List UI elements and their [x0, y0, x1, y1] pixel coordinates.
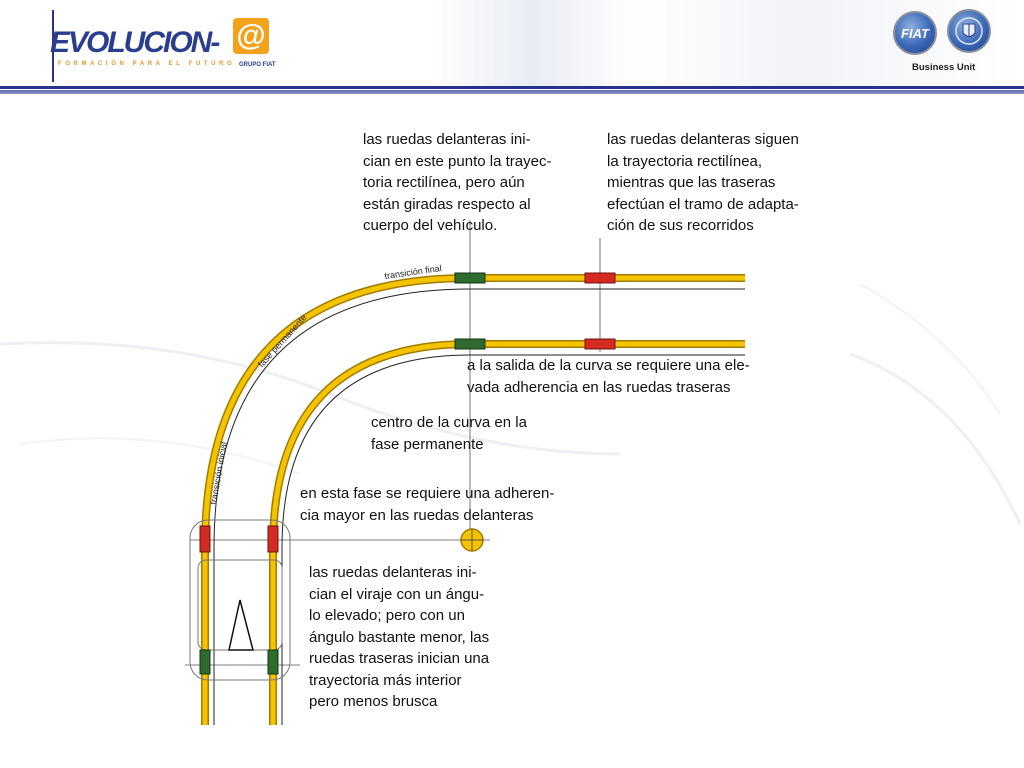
label-fase-permanente: fase permanente: [256, 312, 309, 370]
front-right-wheel: [268, 526, 278, 552]
label-transicion-inicial: transición inicial: [208, 441, 230, 506]
exit-rear-wheel-inner: [455, 339, 485, 349]
exit-rear-wheel-outer: [455, 273, 485, 283]
note-curve-center: centro de la curva en la fase permanente: [371, 414, 527, 453]
logo-at-icon: @: [233, 18, 269, 54]
note-front-wheels-start-straight: las ruedas delanteras ini- cian en este punto la trayec- toria rectilínea, pero aún están giradas respecto al cuerpo del vehículo.: [363, 131, 552, 234]
front-left-wheel: [200, 526, 210, 552]
note-turn-entry: las ruedas delanteras ini- cian el viraje con un ángu- lo elevado; pero con un ángulo bastante menor, las ruedas traseras inician una trayectoria más interior pero menos brusca: [309, 564, 490, 710]
business-unit-label: Business Unit: [912, 62, 976, 73]
logo-group-label: GRUPO FIAT: [239, 62, 276, 68]
exit-front-wheel-outer: [585, 273, 615, 283]
direction-arrow-icon: [229, 600, 253, 650]
rear-left-wheel: [200, 650, 210, 674]
label-transicion-final: transición final: [383, 263, 443, 281]
note-phase-front-adherence: en esta fase se requiere una adheren- cia mayor en las ruedas delanteras: [300, 485, 555, 524]
exit-front-wheel-inner: [585, 339, 615, 349]
fiat-logo-text: FIAT: [901, 25, 929, 41]
rear-right-wheel: [268, 650, 278, 674]
note-curve-exit-adherence: a la salida de la curva se requiere una ele- vada adherencia en las ruedas traseras: [467, 357, 750, 396]
evolucion-logo-text: EVOLUCION-: [50, 26, 219, 59]
note-front-wheels-follow-straight: las ruedas delanteras siguen la trayectoria rectilínea, mientras que las traseras efectúan el tramo de adapta- ción de sus recorridos: [607, 131, 799, 234]
logo-tagline: FORMACIÓN PARA EL FUTURO: [58, 61, 236, 67]
